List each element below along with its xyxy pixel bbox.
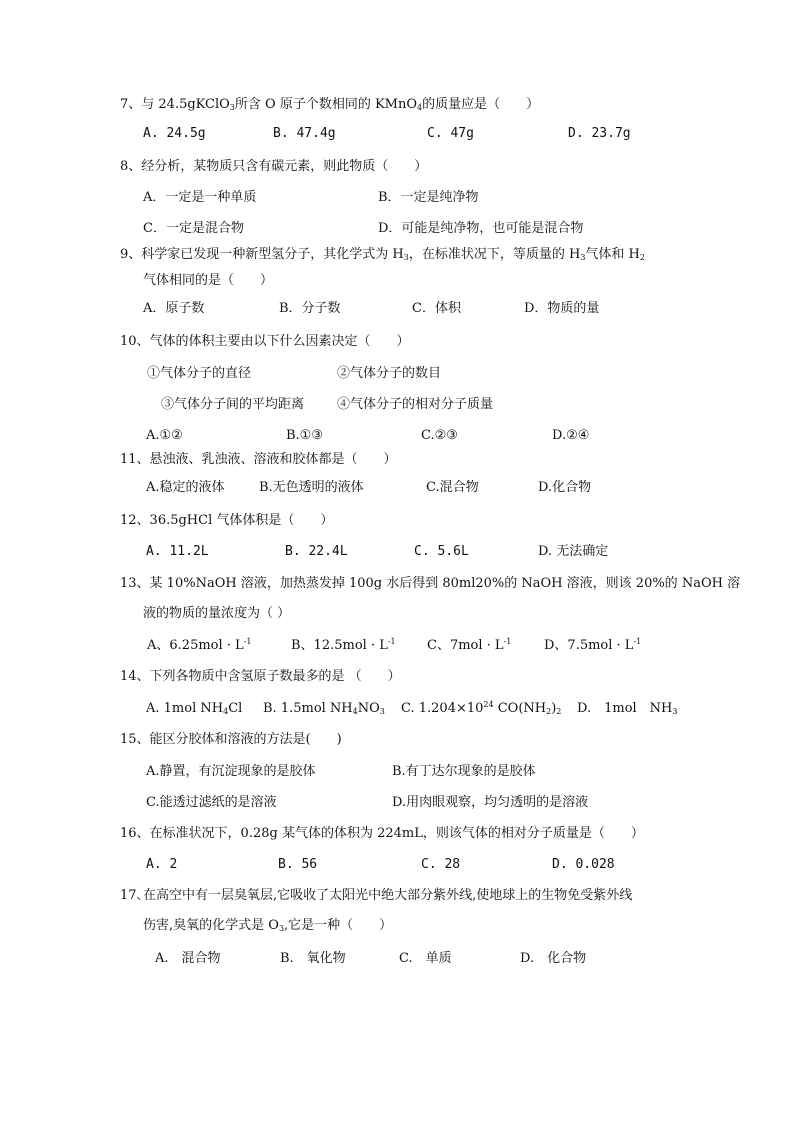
question-14-option-b[interactable]: B. 1.5mol $NH_4NO_3$	[263, 701, 385, 716]
question-17-option-b[interactable]: B. 氧化物	[280, 951, 346, 966]
question-13-option-b[interactable]: B、$12.5mol \cdot L^{-1}$	[291, 637, 396, 653]
question-7-option-c[interactable]: C. 47g	[427, 126, 474, 141]
question-12-option-c[interactable]: C. 5.6L	[414, 544, 469, 559]
question-16-option-d[interactable]: D. 0.028	[552, 857, 615, 872]
question-8-option-b[interactable]: B．一定是纯净物	[378, 190, 479, 205]
question-9-stem-line2: 气体相同的是（ ）	[143, 273, 274, 288]
question-10-factor-4: ④气体分子的相对分子质量	[337, 397, 494, 412]
question-17-option-a[interactable]: A. 混合物	[155, 951, 221, 966]
question-10-factor-1: ①气体分子的直径	[147, 366, 252, 381]
question-11-option-d[interactable]: D.化合物	[538, 480, 592, 495]
question-11-option-b[interactable]: B.无色透明的液体	[259, 480, 364, 495]
question-7-option-a[interactable]: A. 24.5g	[143, 126, 206, 141]
question-17-option-c[interactable]: C. 单质	[399, 951, 452, 966]
question-10-stem: 10、气体的体积主要由以下什么因素决定（ ）	[120, 334, 410, 349]
question-8-option-c[interactable]: C．一定是混合物	[143, 221, 244, 236]
question-15-option-b[interactable]: B.有丁达尔现象的是胶体	[392, 764, 536, 779]
question-14-option-a[interactable]: A. 1mol $NH_4Cl$	[146, 701, 243, 716]
question-9-option-a[interactable]: A．原子数	[143, 301, 205, 316]
question-15-option-c[interactable]: C.能透过滤纸的是溶液	[146, 795, 277, 810]
question-13-option-c[interactable]: C、$7mol \cdot L^{-1}$	[427, 637, 512, 653]
question-13-stem-line1: 13、某 10%NaOH 溶液，加热蒸发掉 100g 水后得到 80ml20%的 NaOH 溶液，则该 20%的 NaOH 溶	[120, 576, 741, 591]
question-8-option-a[interactable]: A．一定是一种单质	[143, 190, 257, 205]
question-10-option-b[interactable]: B.①③	[286, 428, 323, 443]
question-16-option-c[interactable]: C. 28	[421, 857, 461, 872]
question-11-stem: 11、悬浊液、乳浊液、溶液和胶体都是（ ）	[120, 452, 397, 467]
question-9-option-d[interactable]: D．物质的量	[524, 301, 600, 316]
question-11-option-c[interactable]: C.混合物	[426, 480, 479, 495]
question-13-option-d[interactable]: D、$7.5mol \cdot L^{-1}$	[544, 637, 642, 653]
question-17-option-d[interactable]: D. 化合物	[520, 951, 587, 966]
question-16-option-a[interactable]: A. 2	[146, 857, 178, 872]
question-12-stem: 12、36.5gHCl 气体体积是（ ）	[120, 513, 334, 528]
question-15-option-a[interactable]: A.静置，有沉淀现象的是胶体	[146, 764, 316, 779]
question-15-stem: 15、能区分胶体和溶液的方法是( )	[120, 732, 342, 747]
question-16-stem: 16、在标准状况下，0.28g 某气体的体积为 224mL，则该气体的相对分子质量是（ ）	[120, 826, 644, 841]
question-17-stem-line1: 17､在高空中有一层臭氧层,它吸收了太阳光中绝大部分紫外线,使地球上的生物免受紫外线	[120, 888, 633, 903]
question-10-option-a[interactable]: A.①②	[146, 428, 183, 443]
question-10-factor-3: ③气体分子间的平均距离	[161, 397, 305, 412]
question-13-option-a[interactable]: A、$6.25mol \cdot L^{-1}$	[147, 637, 252, 653]
question-10-option-c[interactable]: C.②③	[421, 428, 458, 443]
question-7-stem: 7、与 24.5gKClO$_3$所含 O 原子个数相同的 KMnO$_4$的质量应是（ ）	[120, 97, 540, 112]
question-12-option-a[interactable]: A. 11.2L	[146, 544, 209, 559]
question-17-stem-line2: 伤害,臭氧的化学式是 $O_3$,它是一种（ ）	[143, 918, 393, 933]
question-9-option-b[interactable]: B．分子数	[279, 301, 341, 316]
question-14-option-d[interactable]: D. 1mol $NH_3$	[577, 701, 678, 716]
question-10-option-d[interactable]: D.②④	[552, 428, 590, 443]
question-9-stem-line1: 9、科学家已发现一种新型氢分子，其化学式为 $H_3$，在标准状况下，等质量的 $H_3$气体和 $H_2$	[120, 247, 645, 262]
question-7-option-d[interactable]: D. 23.7g	[568, 126, 631, 141]
question-7-option-b[interactable]: B. 47.4g	[273, 126, 336, 141]
question-9-option-c[interactable]: C．体积	[412, 301, 461, 316]
question-8-option-d[interactable]: D．可能是纯净物，也可能是混合物	[378, 221, 584, 236]
question-8-stem: 8、经分析，某物质只含有碳元素，则此物质（ ）	[120, 159, 428, 174]
question-14-option-c[interactable]: C. $1.204\times 10^{24}$ $CO(NH_2)_2$	[401, 700, 562, 716]
question-13-stem-line2: 液的物质的量浓度为（ ）	[143, 606, 291, 621]
question-15-option-d[interactable]: D.用肉眼观察，均匀透明的是溶液	[392, 795, 589, 810]
question-14-stem: 14、下列各物质中含氢原子数最多的是 （ ）	[120, 669, 401, 684]
question-12-option-d[interactable]: D. 无法确定	[538, 544, 609, 559]
question-12-option-b[interactable]: B. 22.4L	[285, 544, 348, 559]
question-11-option-a[interactable]: A.稳定的液体	[146, 480, 225, 495]
question-16-option-b[interactable]: B. 56	[278, 857, 318, 872]
question-10-factor-2: ②气体分子的数目	[337, 366, 442, 381]
